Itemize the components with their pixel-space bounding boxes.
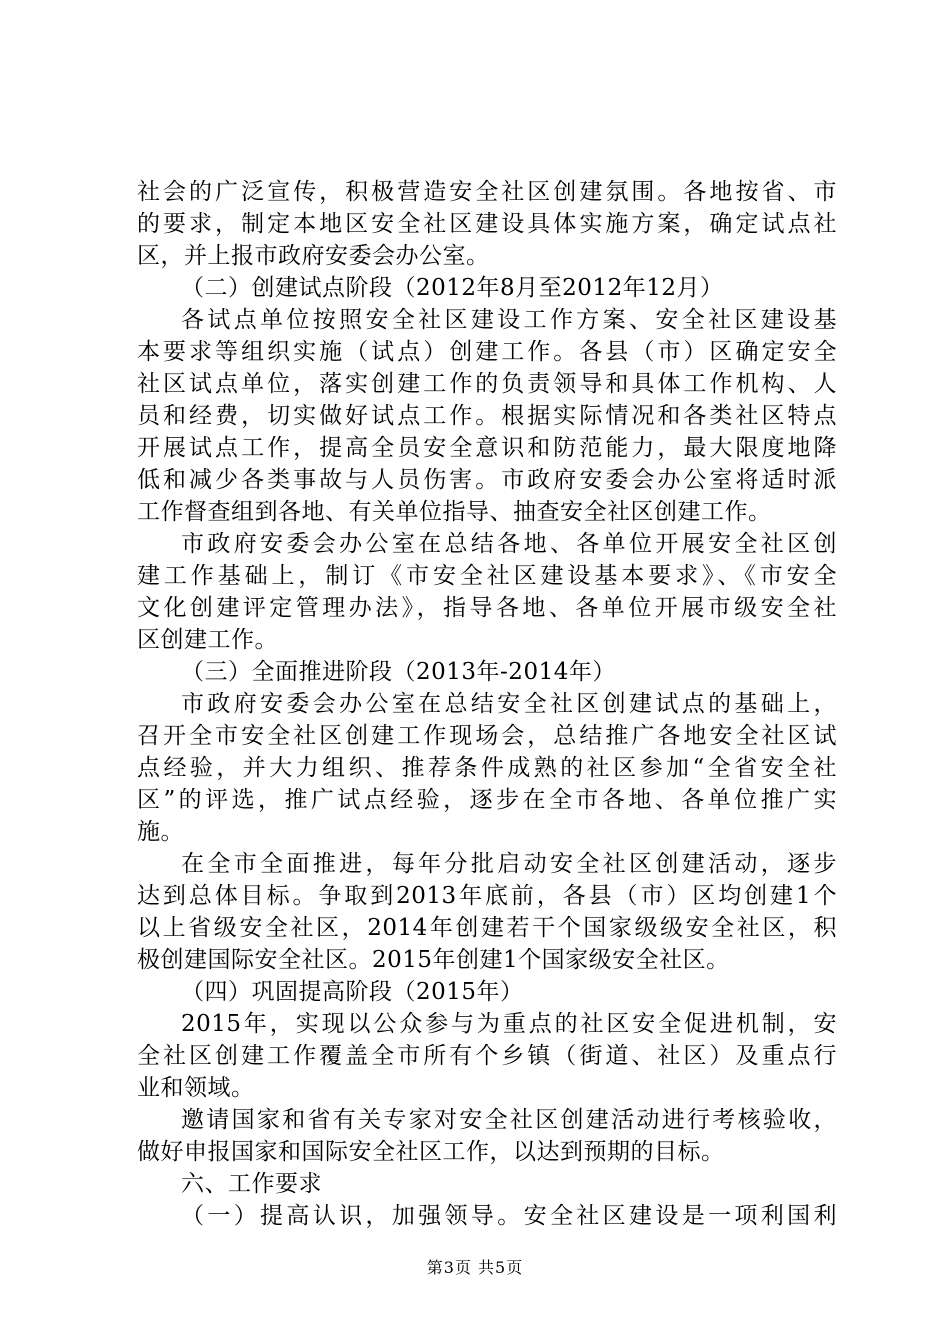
document-body bbox=[137, 176, 837, 1232]
text-line: 工作督查组到各地、有关单位指导、抽查安全社区创建工作。 bbox=[137, 499, 772, 525]
text-line: 在全市全面推进，每年分批启动安全社区创建活动，逐步 bbox=[181, 851, 837, 877]
text-line: （三）全面推进阶段（2013年-2014年） bbox=[181, 659, 616, 685]
text-line: 六、工作要求 bbox=[181, 1171, 322, 1197]
text-line: 建工作基础上，制订《市安全社区建设基本要求》、《市安全 bbox=[137, 563, 837, 589]
text-line: 区，并上报市政府安委会办公室。 bbox=[137, 243, 490, 269]
text-line: 点经验，并大力组织、推荐条件成熟的社区参加“全省安全社 bbox=[137, 755, 837, 781]
text-line: 召开全市安全社区创建工作现场会，总结推广各地安全社区试 bbox=[137, 723, 837, 749]
text-line: （一）提高认识，加强领导。安全社区建设是一项利国利 bbox=[181, 1203, 837, 1229]
page-footer: 第3页 共5页 bbox=[426, 1258, 524, 1277]
text-line: 的要求，制定本地区安全社区建设具体实施方案，确定试点社 bbox=[137, 211, 837, 237]
text-line: 2015年，实现以公众参与为重点的社区安全促进机制，安 bbox=[181, 1011, 837, 1037]
text-line: 达到总体目标。争取到2013年底前，各县（市）区均创建1个 bbox=[137, 883, 837, 909]
text-line: （二）创建试点阶段（2012年8月至2012年12月） bbox=[181, 275, 724, 301]
text-line: 市政府安委会办公室在总结各地、各单位开展安全社区创 bbox=[181, 531, 837, 557]
text-line: 本要求等组织实施（试点）创建工作。各县（市）区确定安全 bbox=[137, 339, 837, 365]
text-line: 邀请国家和省有关专家对安全社区创建活动进行考核验收， bbox=[181, 1107, 837, 1133]
text-line: 文化创建评定管理办法》，指导各地、各单位开展市级安全社 bbox=[137, 595, 837, 621]
text-line: 区”的评选，推广试点经验，逐步在全市各地、各单位推广实 bbox=[137, 787, 837, 813]
text-line: 市政府安委会办公室在总结安全社区创建试点的基础上， bbox=[181, 691, 837, 717]
text-line: 社会的广泛宣传，积极营造安全社区创建氛围。各地按省、市 bbox=[137, 179, 837, 205]
text-line: （四）巩固提高阶段（2015年） bbox=[181, 979, 524, 1005]
text-line: 极创建国际安全社区。2015年创建1个国家级安全社区。 bbox=[137, 947, 730, 973]
text-line: 业和领域。 bbox=[137, 1075, 255, 1101]
text-line: 做好申报国家和国际安全社区工作，以达到预期的目标。 bbox=[137, 1139, 725, 1165]
text-line: 以上省级安全社区，2014年创建若干个国家级级安全社区，积 bbox=[137, 915, 837, 941]
text-line: 员和经费，切实做好试点工作。根据实际情况和各类社区特点 bbox=[137, 403, 837, 429]
text-line: 开展试点工作，提高全员安全意识和防范能力，最大限度地降 bbox=[137, 435, 837, 461]
text-line: 社区试点单位，落实创建工作的负责领导和具体工作机构、人 bbox=[137, 371, 837, 397]
text-line: 低和减少各类事故与人员伤害。市政府安委会办公室将适时派 bbox=[137, 467, 837, 493]
text-line: 各试点单位按照安全社区建设工作方案、安全社区建设基 bbox=[181, 307, 837, 333]
text-line: 施。 bbox=[137, 819, 184, 845]
text-line: 区创建工作。 bbox=[137, 627, 278, 653]
text-line: 全社区创建工作覆盖全市所有个乡镇（街道、社区）及重点行 bbox=[137, 1043, 837, 1069]
